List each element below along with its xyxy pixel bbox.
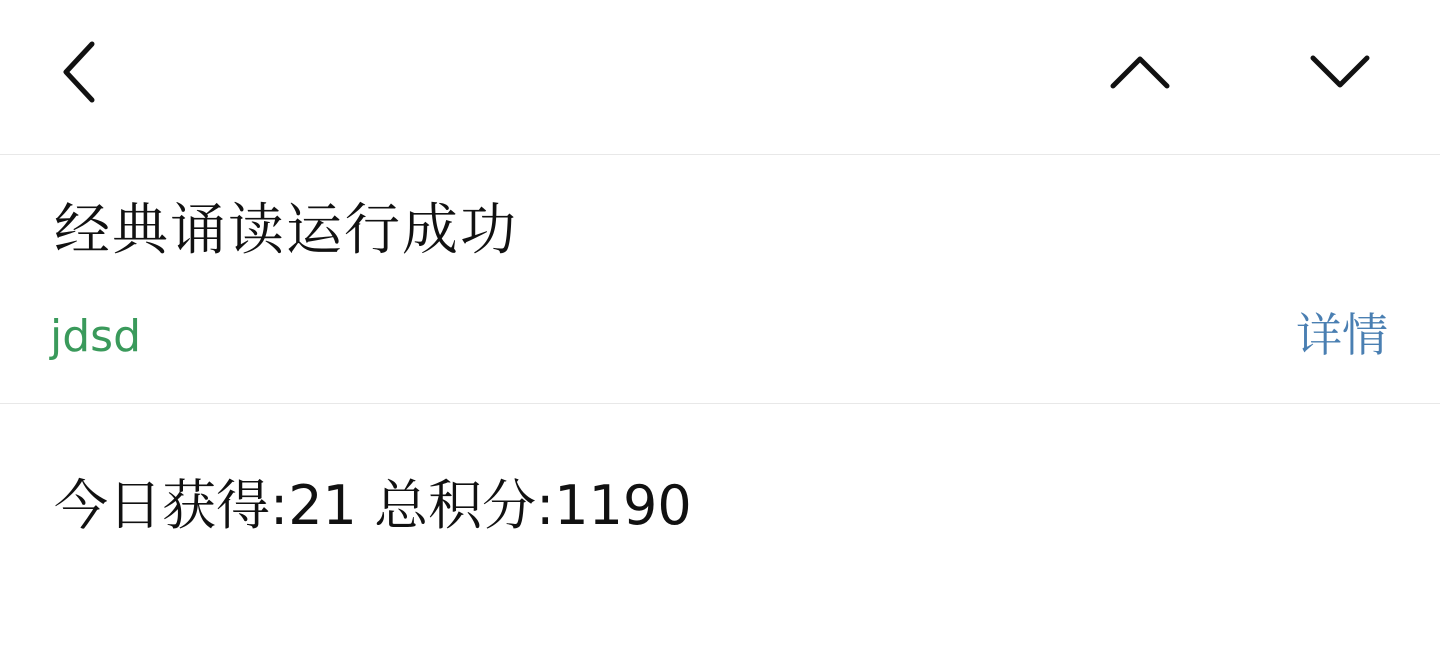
detail-link[interactable]: 详情 xyxy=(1296,308,1388,362)
chevron-up-icon xyxy=(1110,54,1170,90)
back-button[interactable] xyxy=(40,30,120,114)
next-message-button[interactable] xyxy=(1298,30,1382,114)
message-body: 今日获得:21 总积分:1190 xyxy=(54,474,692,537)
message-header xyxy=(0,155,1440,404)
chevron-left-icon xyxy=(60,40,100,104)
message-title: 经典诵读运行成功 xyxy=(54,198,518,263)
message-sender: jdsd xyxy=(50,311,142,362)
top-navigation-bar xyxy=(0,0,1440,155)
chevron-down-icon xyxy=(1310,54,1370,90)
previous-message-button[interactable] xyxy=(1098,30,1182,114)
